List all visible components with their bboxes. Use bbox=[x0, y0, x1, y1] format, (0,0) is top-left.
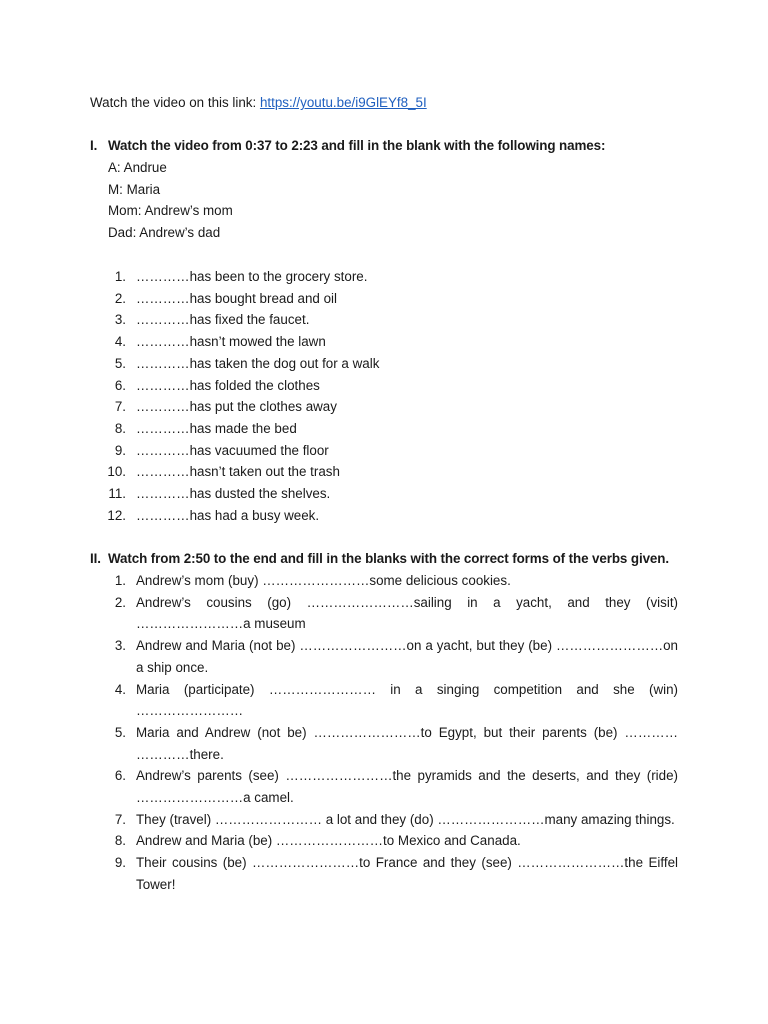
legend-item: Mom: Andrew’s mom bbox=[108, 203, 233, 219]
item-text: …………has had a busy week. bbox=[136, 507, 320, 523]
section-1-title: Watch the video from 0:37 to 2:23 and fill in the blank with the following names: bbox=[108, 138, 606, 153]
item-text: Andrew’s mom (buy) ……………………some delicious cookies. bbox=[136, 573, 511, 588]
item-number: 3. bbox=[114, 638, 126, 654]
section-1-number: I. bbox=[90, 138, 98, 153]
list-item bbox=[104, 830, 678, 852]
item-number: 8. bbox=[114, 833, 126, 849]
item-number: 4. bbox=[114, 334, 126, 350]
legend-item: M: Maria bbox=[108, 181, 161, 197]
item-number: 7. bbox=[114, 811, 126, 827]
list-item bbox=[104, 461, 379, 483]
legend-item: A: Andrue bbox=[108, 160, 167, 175]
list-item bbox=[104, 266, 379, 288]
list-item bbox=[104, 635, 678, 678]
names-legend bbox=[108, 157, 233, 244]
section-2-title: Watch from 2:50 to the end and fill in the blanks with the correct forms of the verbs given. bbox=[108, 551, 669, 566]
item-text: …………has bought bread and oil bbox=[136, 290, 337, 306]
item-number: 5. bbox=[114, 724, 126, 740]
intro-text: Watch the video on this link: bbox=[90, 95, 260, 110]
item-text: …………has dusted the shelves. bbox=[136, 486, 331, 502]
item-number: 2. bbox=[114, 290, 126, 306]
item-number: 8. bbox=[114, 420, 126, 436]
item-text: Andrew and Maria (not be) ……………………on a yacht, but they (be) ……………………on a ship once. bbox=[136, 638, 678, 675]
list-item bbox=[104, 288, 379, 310]
section-1-heading bbox=[90, 135, 690, 157]
item-text: They (travel) …………………… a lot and they (do) ……………………many amazing things. bbox=[136, 811, 675, 827]
list-item bbox=[104, 765, 678, 808]
section-2-heading bbox=[90, 548, 690, 570]
list-item bbox=[104, 722, 678, 765]
section-2-number: II. bbox=[90, 551, 101, 566]
item-text: …………has fixed the faucet. bbox=[136, 312, 310, 328]
item-text: …………has put the clothes away bbox=[136, 399, 337, 415]
list-item bbox=[104, 570, 678, 592]
item-text: …………hasn’t mowed the lawn bbox=[136, 334, 326, 350]
item-text: Maria (participate) …………………… in a singing competition and she (win) …………………… bbox=[136, 681, 678, 719]
item-text: …………has been to the grocery store. bbox=[136, 269, 368, 284]
list-item bbox=[104, 852, 678, 895]
item-number: 5. bbox=[114, 355, 126, 371]
section-2-list bbox=[104, 570, 678, 896]
item-number: 9. bbox=[114, 855, 126, 871]
item-number: 12. bbox=[107, 507, 126, 523]
item-text: …………hasn’t taken out the trash bbox=[136, 464, 340, 480]
item-number: 1. bbox=[114, 573, 126, 588]
item-text: Andrew’s parents (see) ……………………the pyramids and the deserts, and they (ride) ……………………a camel. bbox=[136, 768, 678, 806]
item-text: …………has taken the dog out for a walk bbox=[136, 355, 380, 371]
legend-item: Dad: Andrew’s dad bbox=[108, 225, 221, 241]
list-item bbox=[104, 679, 678, 722]
item-number: 6. bbox=[114, 377, 126, 393]
intro-line bbox=[90, 92, 427, 114]
section-1-list bbox=[104, 266, 379, 526]
list-item bbox=[104, 809, 678, 831]
item-text: …………has folded the clothes bbox=[136, 377, 320, 393]
list-item bbox=[104, 418, 379, 440]
item-text: Andrew’s cousins (go) ……………………sailing in a yacht, and they (visit) ……………………a museum bbox=[136, 594, 678, 632]
item-number: 7. bbox=[114, 399, 126, 415]
list-item bbox=[104, 592, 678, 635]
item-number: 4. bbox=[114, 681, 126, 697]
list-item bbox=[104, 483, 379, 505]
list-item bbox=[104, 375, 379, 397]
item-text: Andrew and Maria (be) ……………………to Mexico and Canada. bbox=[136, 833, 521, 849]
item-number: 1. bbox=[114, 269, 126, 284]
list-item bbox=[104, 309, 379, 331]
item-number: 3. bbox=[114, 312, 126, 328]
item-text: …………has made the bed bbox=[136, 420, 297, 436]
item-text: Their cousins (be) ……………………to France and they (see) ……………………the Eiffel Tower! bbox=[136, 855, 678, 892]
item-number: 6. bbox=[114, 768, 126, 784]
video-link[interactable]: https://youtu.be/i9GlEYf8_5I bbox=[259, 95, 427, 110]
list-item bbox=[104, 353, 379, 375]
list-item bbox=[104, 440, 379, 462]
list-item bbox=[104, 331, 379, 353]
item-number: 9. bbox=[114, 442, 126, 458]
item-number: 2. bbox=[114, 594, 126, 610]
list-item bbox=[104, 396, 379, 418]
item-number: 10. bbox=[107, 464, 126, 480]
item-number: 11. bbox=[108, 486, 126, 502]
item-text: Maria and Andrew (not be) ……………………to Egypt, but their parents (be) ………… …………there. bbox=[136, 724, 678, 762]
item-text: …………has vacuumed the floor bbox=[136, 442, 329, 458]
list-item bbox=[104, 505, 379, 527]
